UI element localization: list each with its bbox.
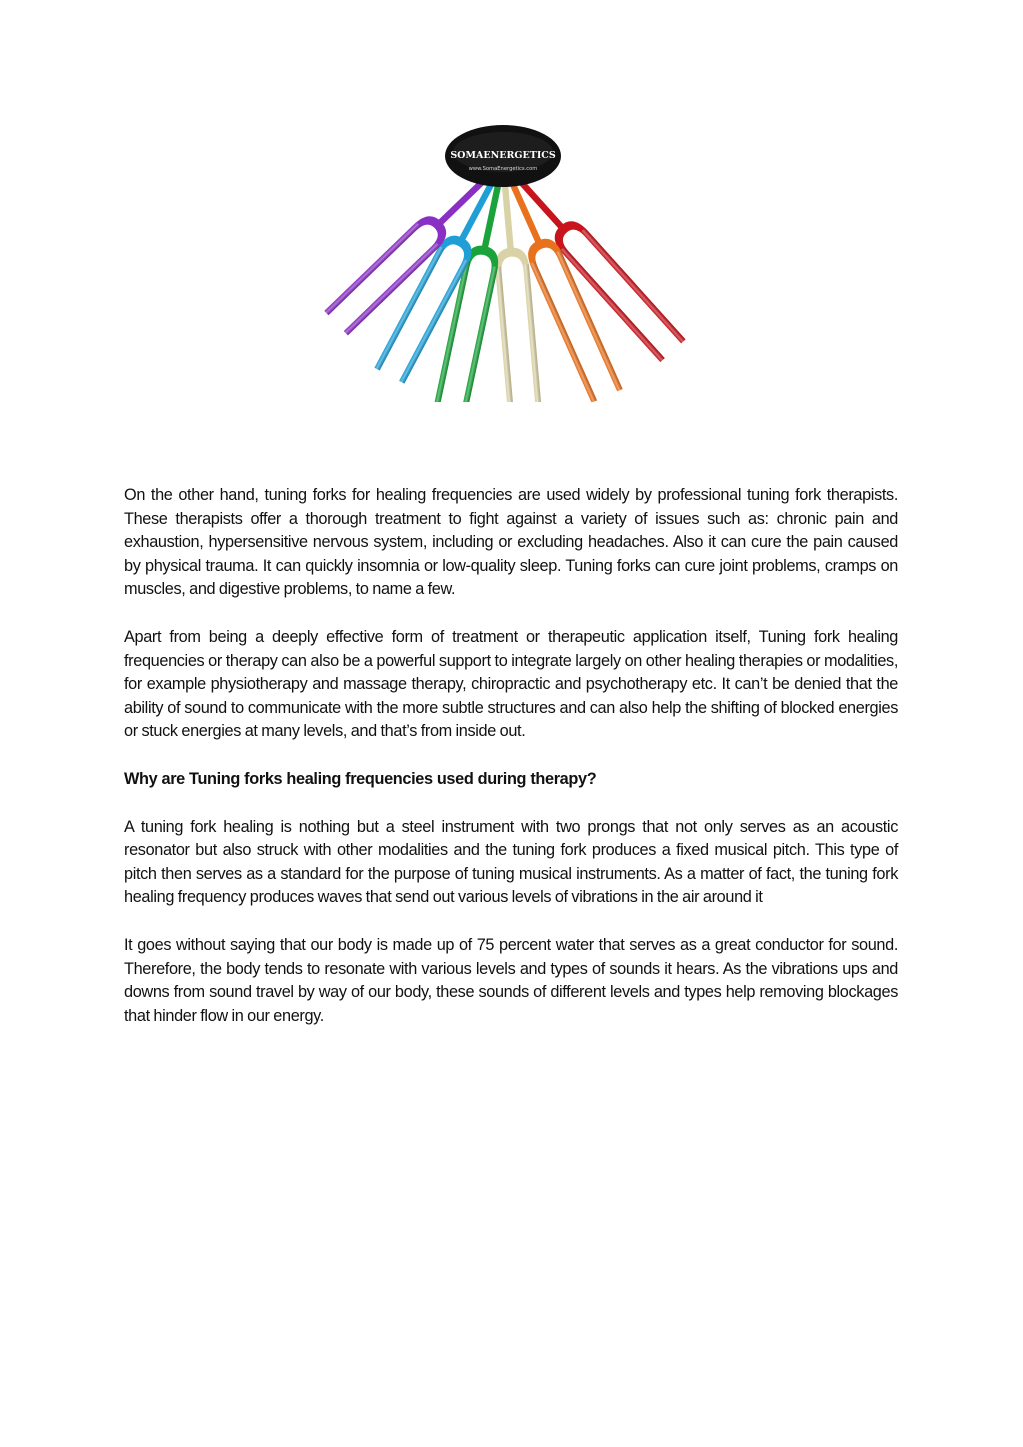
- tuning-forks-illustration: [288, 122, 718, 402]
- tuning-forks-image: [288, 122, 718, 402]
- logo-url-text: www.SomaEnergetics.com: [468, 166, 538, 172]
- logo-brand-text: SOMAENERGETICS: [450, 150, 556, 161]
- logo-badge: [445, 125, 561, 187]
- section-heading: Why are Tuning forks healing frequencies used during therapy?: [124, 769, 597, 788]
- tuning-fork-2: [492, 164, 623, 402]
- fork-group: [324, 157, 685, 402]
- paragraph-therapists: On the other hand, tuning forks for healing frequencies are used widely by professional tuning fork therapists. These therapists offer a thorough treatment to fight against a variety of issues such as: chronic pain and exhaustion, hypersensitive nervous system, including or excluding headaches. Also it can cure the pain caused by physical trauma. It can quickly insomnia or low-quality sleep. Tuning forks can cure joint problems, cramps on muscles, and digestive problems, to name a few.: [124, 486, 898, 599]
- paragraph-body-water: It goes without saying that our body is made up of 75 percent water that serves as a great conductor for sound. Therefore, the body tends to resonate with various levels and types of sounds it hears. As the vibrations ups and downs from sound travel by way of our body, these sounds of different levels and types help removing blockages that hinder flow in our energy.: [124, 935, 898, 1025]
- paragraph-support-therapy: Apart from being a deeply effective form of treatment or therapeutic application itself, Tuning fork healing frequencies or therapy can also be a powerful support to integrate largely on other healing therapies or modalities, for example physiotherapy and massage therapy, chiropractic and psychotherapy etc. It can’t be denied that the ability of sound to communicate with the more subtle structures and can also help the shifting of blocked energies or stuck energies at many levels, and that’s from inside out.: [124, 627, 898, 741]
- paragraph-steel-instrument: A tuning fork healing is nothing but a steel instrument with two prongs that not only serves as an acoustic resonator but also struck with other modalities and the tuning fork produces a fixed musical pitch. This type of pitch then serves as a standard for the purpose of tuning musical instruments. As a matter of fact, the tuning fork healing frequency produces waves that send out various levels of vibrations in the air around it: [124, 817, 898, 907]
- article-body: [124, 484, 898, 1052]
